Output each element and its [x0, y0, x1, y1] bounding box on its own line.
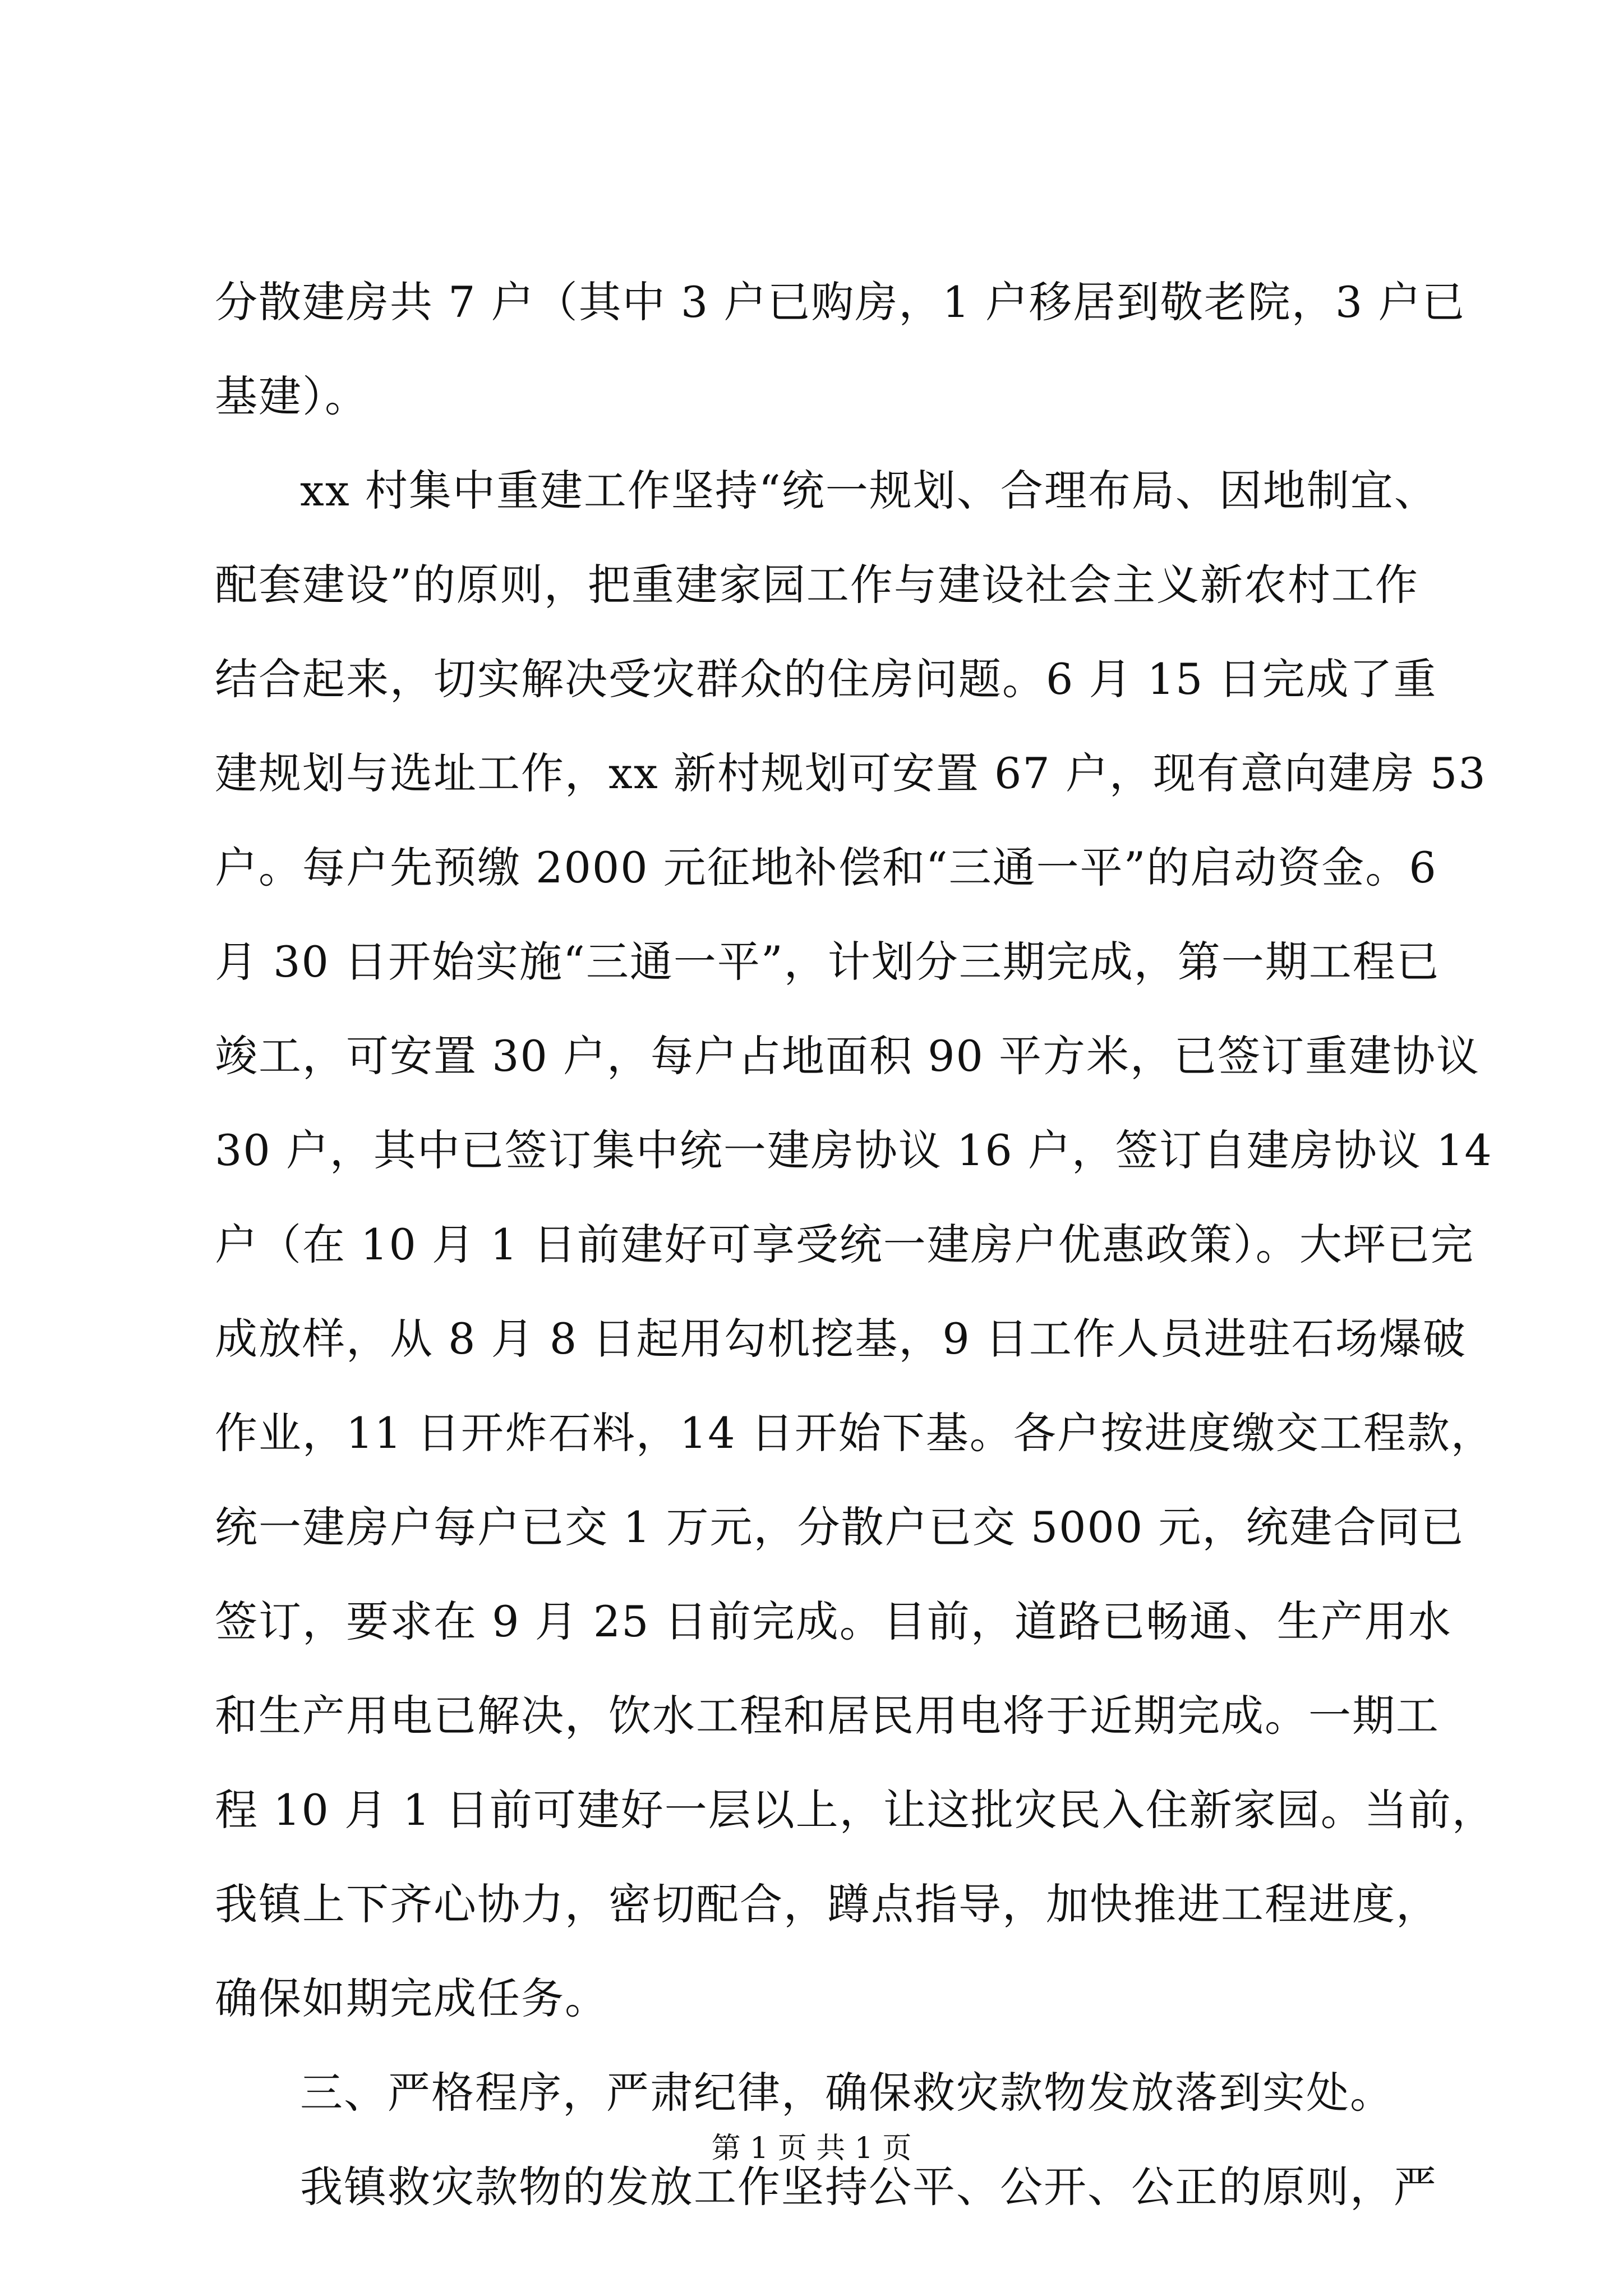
text-line: 签订，要求在 9 月 25 日前完成。目前，道路已畅通、生产用水 — [215, 1596, 1452, 1646]
text-line: 配套建设”的原则，把重建家园工作与建设社会主义新农村工作 — [215, 560, 1419, 610]
text-line: 统一建房户每户已交 1 万元，分散户已交 5000 元，统建合同已 — [215, 1502, 1465, 1552]
text-line: 月 30 日开始实施“三通一平”，计划分三期完成，第一期工程已 — [215, 937, 1440, 987]
document-body — [215, 255, 1496, 2234]
text-line: 成放样，从 8 月 8 日起用勾机挖基，9 日工作人员进驻石场爆破 — [215, 1314, 1467, 1364]
paragraph-start-line: xx 村集中重建工作坚持“统一规划、合理布局、因地制宜、 — [300, 466, 1438, 516]
text-line: 确保如期完成任务。 — [215, 1973, 608, 2023]
text-line: 作业，11 日开炸石料，14 日开始下基。各户按进度缴交工程款， — [215, 1408, 1495, 1458]
page-footer: 第 1 页 共 1 页 — [711, 2132, 912, 2165]
text-line: 竣工，可安置 30 户，每户占地面积 90 平方米，已签订重建协议 — [215, 1031, 1481, 1081]
text-line: 户（在 10 月 1 日前建好可享受统一建房户优惠政策）。大坪已完 — [215, 1220, 1474, 1269]
text-line: 30 户，其中已签订集中统一建房协议 16 户，签订自建房协议 14 — [215, 1125, 1493, 1175]
text-line: 户。每户先预缴 2000 元征地补偿和“三通一平”的启动资金。6 — [215, 843, 1437, 892]
text-line: 我镇上下齐心协力，密切配合，蹲点指导，加快推进工程进度， — [215, 1879, 1440, 1929]
text-line: 分散建房共 7 户（其中 3 户已购房，1 户移居到敬老院，3 户已 — [215, 277, 1466, 327]
text-line: 基建）。 — [215, 371, 368, 421]
text-line: 建规划与选址工作，xx 新村规划可安置 67 户，现有意向建房 53 — [215, 748, 1487, 798]
text-line: 和生产用电已解决，饮水工程和居民用电将于近期完成。一期工 — [215, 1691, 1440, 1741]
text-line: 程 10 月 1 日前可建好一层以上，让这批灾民入住新家园。当前， — [215, 1785, 1496, 1835]
paragraph-start-line: 我镇救灾款物的发放工作坚持公平、公开、公正的原则，严 — [300, 2162, 1437, 2212]
section-heading: 三、严格程序，严肃纪律，确保救灾款物发放落到实处。 — [300, 2068, 1394, 2118]
text-line: 结合起来，切实解决受灾群众的住房问题。6 月 15 日完成了重 — [215, 654, 1437, 704]
